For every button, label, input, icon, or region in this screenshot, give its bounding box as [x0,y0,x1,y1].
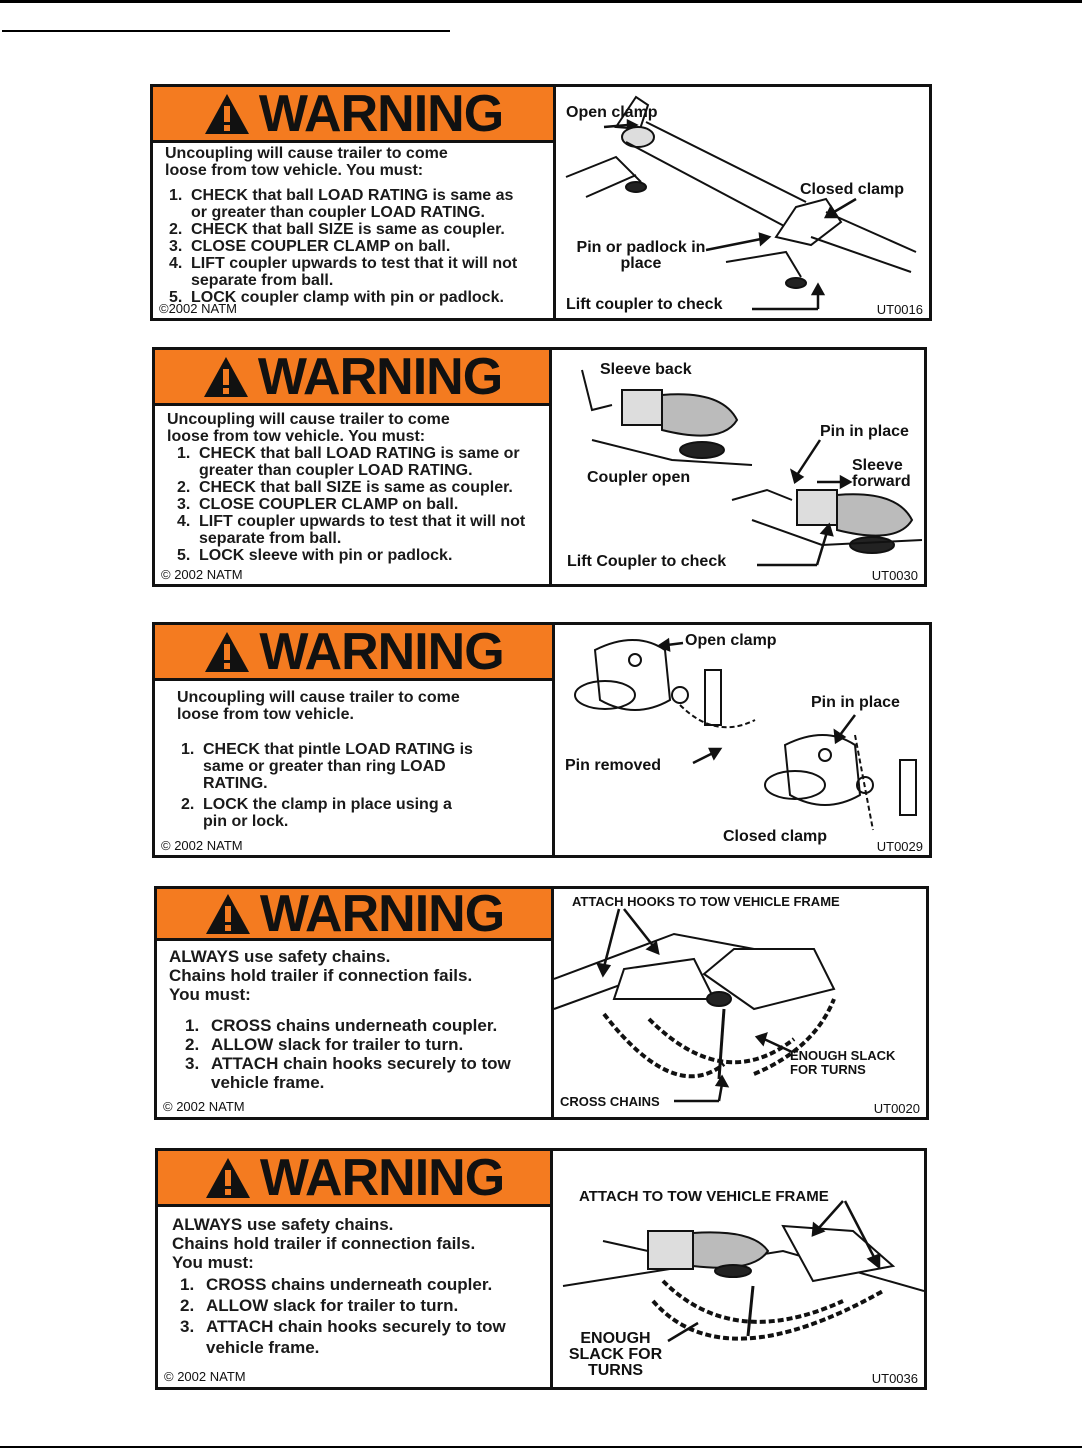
intro-line: Chains hold trailer if connection fails. [172,1234,476,1253]
illustration-panel [555,625,929,855]
label-code: UT0029 [876,839,923,854]
warning-text-panel [155,622,555,855]
intro-line: Uncoupling will cause trailer to come [167,411,450,428]
section-heading-rule [2,30,450,32]
copyright: © 2002 NATM [161,838,243,853]
warning-header [158,1148,550,1207]
intro-line: loose from tow vehicle. You must: [165,162,424,179]
list-item: 1. CHECK that pintle LOAD RATING is same or greater than ring LOAD RATING. [181,741,473,792]
callout-closed-clamp: Closed clamp [800,181,905,198]
intro-line: Uncoupling will cause trailer to come [165,145,448,162]
callout-enough-slack: ENOUGH SLACK FOR TURNS [790,1048,896,1077]
warning-title: WARNING [259,622,504,681]
callout-sleeve-forward: Sleeve forward [852,457,911,490]
intro-line: loose from tow vehicle. [177,706,354,723]
illustration-panel [553,1151,924,1387]
callout-closed-clamp: Closed clamp [723,828,828,845]
warning-title: WARNING [257,347,503,406]
warning-label-ut0036 [155,1148,927,1390]
illustration-panel [556,87,929,318]
copyright: © 2002 NATM [161,567,243,582]
page-top-rule [0,0,1082,3]
pintle-hook-illustration [555,625,929,855]
callout-pin-in-place: Pin in place [820,423,909,440]
illustration-panel [554,889,926,1117]
warning-text-panel [155,347,552,584]
page-bottom-rule [0,1446,1082,1448]
intro-line: Uncoupling will cause trailer to come [177,689,460,706]
warning-label-ut0016 [150,84,932,321]
label-code: UT0036 [871,1371,918,1386]
callout-cross-chains: CROSS CHAINS [560,1094,660,1109]
coupler-clamp-illustration [556,87,929,318]
warning-text-panel [158,1148,553,1387]
safety-chains-illustration [554,889,926,1117]
callout-enough-slack: ENOUGH SLACK FOR TURNS [568,1330,663,1379]
label-code: UT0030 [871,568,918,583]
list-item: 2. LOCK the clamp in place using a pin or lock. [181,796,452,830]
intro-line: ALWAYS use safety chains. [172,1215,394,1234]
warning-text-panel [153,84,556,318]
list-item: 5. LOCK coupler clamp with pin or padlock. [169,289,504,306]
list-item: 3. ATTACH chain hooks securely to tow vehicle frame. [180,1317,506,1357]
label-code: UT0020 [873,1101,920,1116]
warning-header [155,347,549,406]
copyright: © 2002 NATM [163,1099,245,1114]
callout-sleeve-back: Sleeve back [600,361,692,378]
intro-line: You must: [172,1253,254,1272]
list-item: 1. CHECK that ball LOAD RATING is same or greater than coupler LOAD RATING. [177,445,520,479]
warning-title: WARNING [259,1148,505,1207]
intro-line: Chains hold trailer if connection fails. [169,966,473,985]
warning-triangle-icon [202,355,250,399]
warning-header [155,622,552,681]
warning-text-panel [157,886,554,1117]
intro-line: loose from tow vehicle. You must: [167,428,426,445]
warning-header [153,84,553,143]
label-code: UT0016 [876,302,923,317]
list-item: 1. CHECK that ball LOAD RATING is same as or greater than coupler LOAD RATING. [169,187,514,221]
list-item: 1. CROSS chains underneath coupler. [185,1016,498,1035]
warning-header [157,886,551,943]
list-item: 3. ATTACH chain hooks securely to tow vehicle frame. [185,1054,511,1092]
warning-label-ut0020 [154,886,929,1120]
callout-pin-removed: Pin removed [565,757,662,774]
list-item: 2. CHECK that ball SIZE is same as coupler. [169,221,505,238]
warning-title: WARNING [258,84,504,143]
callout-open-clamp: Open clamp [685,632,777,649]
intro-line: ALWAYS use safety chains. [169,947,391,966]
warning-label-ut0030 [152,347,927,587]
callout-attach-to-frame: ATTACH TO TOW VEHICLE FRAME [579,1188,829,1205]
list-item: 2. ALLOW slack for trailer to turn. [180,1296,459,1315]
copyright: © 2002 NATM [164,1369,246,1384]
callout-coupler-open: Coupler open [587,469,691,486]
list-item: 3. CLOSE COUPLER CLAMP on ball. [177,496,459,513]
callout-lift-coupler: Lift coupler to check [566,296,723,313]
intro-line: You must: [169,985,251,1004]
callout-pin-in-place: Pin in place [811,694,900,711]
warning-triangle-icon [203,630,251,674]
list-item: 2. ALLOW slack for trailer to turn. [185,1035,464,1054]
list-item: 4. LIFT coupler upwards to test that it will not separate from ball. [169,255,518,289]
list-item: 4. LIFT coupler upwards to test that it will not separate from ball. [177,513,526,547]
callout-attach-hooks: ATTACH HOOKS TO TOW VEHICLE FRAME [572,894,840,909]
list-item: 2. CHECK that ball SIZE is same as coupler. [177,479,513,496]
copyright: ©2002 NATM [159,301,237,316]
callout-open-clamp: Open clamp [566,104,658,121]
list-item: 5. LOCK sleeve with pin or padlock. [177,547,453,564]
warning-triangle-icon [203,92,251,136]
warning-label-ut0029 [152,622,932,858]
illustration-panel [552,350,924,584]
callout-pin-or-padlock: Pin or padlock in place [576,239,706,272]
warning-triangle-icon [204,892,252,936]
warning-triangle-icon [204,1156,252,1200]
warning-title: WARNING [259,886,505,943]
list-item: 3. CLOSE COUPLER CLAMP on ball. [169,238,451,255]
list-item: 1. CROSS chains underneath coupler. [180,1275,493,1294]
callout-lift-coupler: Lift Coupler to check [567,553,727,570]
